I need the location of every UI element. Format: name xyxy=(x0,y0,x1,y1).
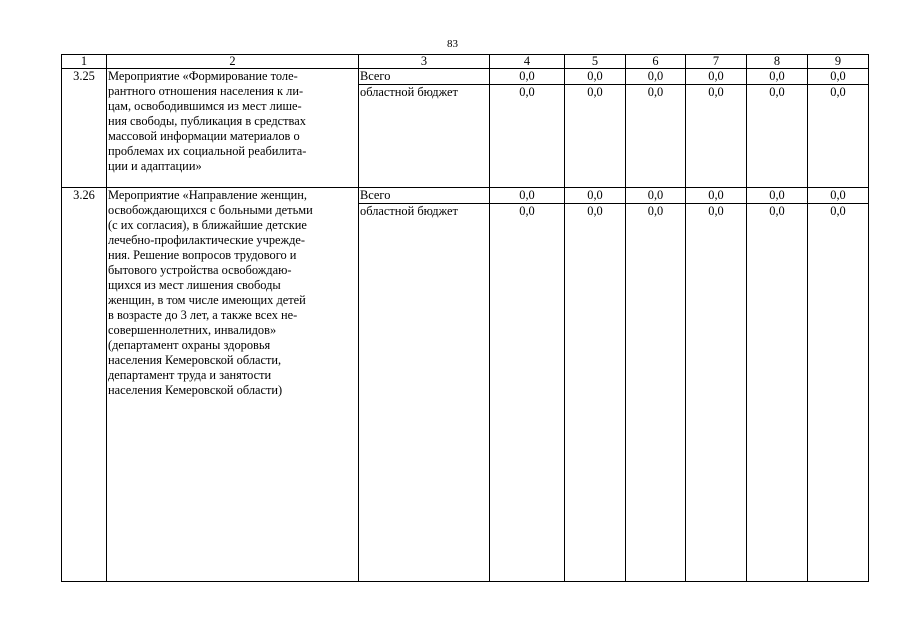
funding-source: Всего xyxy=(359,188,490,204)
column-header: 3 xyxy=(359,55,490,69)
value-cell: 0,0 xyxy=(490,188,565,204)
value-cell: 0,0 xyxy=(747,204,808,582)
budget-table xyxy=(61,54,869,582)
funding-source: Всего xyxy=(359,69,490,85)
value-cell: 0,0 xyxy=(490,85,565,188)
value-cell: 0,0 xyxy=(686,85,747,188)
column-header: 7 xyxy=(686,55,747,69)
table-row xyxy=(62,188,869,204)
column-header: 4 xyxy=(490,55,565,69)
value-cell: 0,0 xyxy=(626,188,686,204)
value-cell: 0,0 xyxy=(686,204,747,582)
value-cell: 0,0 xyxy=(626,69,686,85)
value-cell: 0,0 xyxy=(565,85,626,188)
value-cell: 0,0 xyxy=(747,85,808,188)
row-number: 3.25 xyxy=(62,69,107,188)
value-cell: 0,0 xyxy=(808,188,869,204)
measure-description: Мероприятие «Формирование толе- рантного отношения населения к ли- цам, освободившимся из мест лише- ния свободы, публикация в средствах массовой информации материалов о проблемах их социальной реабилита- ции и адаптации» xyxy=(107,69,359,188)
value-cell: 0,0 xyxy=(747,188,808,204)
value-cell: 0,0 xyxy=(808,69,869,85)
value-cell: 0,0 xyxy=(808,204,869,582)
value-cell: 0,0 xyxy=(626,204,686,582)
table-row xyxy=(62,69,869,85)
funding-source: областной бюджет xyxy=(359,204,490,582)
value-cell: 0,0 xyxy=(747,69,808,85)
value-cell: 0,0 xyxy=(686,69,747,85)
value-cell: 0,0 xyxy=(565,188,626,204)
page-number: 83 xyxy=(447,38,458,50)
value-cell: 0,0 xyxy=(490,69,565,85)
value-cell: 0,0 xyxy=(808,85,869,188)
column-number-row xyxy=(62,55,869,69)
column-header: 2 xyxy=(107,55,359,69)
value-cell: 0,0 xyxy=(626,85,686,188)
value-cell: 0,0 xyxy=(565,204,626,582)
column-header: 5 xyxy=(565,55,626,69)
column-header: 8 xyxy=(747,55,808,69)
column-header: 9 xyxy=(808,55,869,69)
funding-source: областной бюджет xyxy=(359,85,490,188)
column-header: 6 xyxy=(626,55,686,69)
value-cell: 0,0 xyxy=(686,188,747,204)
value-cell: 0,0 xyxy=(565,69,626,85)
column-header: 1 xyxy=(62,55,107,69)
row-number: 3.26 xyxy=(62,188,107,582)
value-cell: 0,0 xyxy=(490,204,565,582)
measure-description: Мероприятие «Направление женщин, освобождающихся с больными детьми (с их согласия), в ближайшие детские лечебно-профилактические учрежде- ния. Решение вопросов трудового и бытового устройства освобождаю- щихся из мест лишения свободы женщин, в том числе имеющих детей в возрасте до 3 лет, а также всех не- совершеннолетних, инвалидов» (департамент охраны здоровья населения Кемеровской области, департамент труда и занятости населения Кемеровской области) xyxy=(107,188,359,582)
